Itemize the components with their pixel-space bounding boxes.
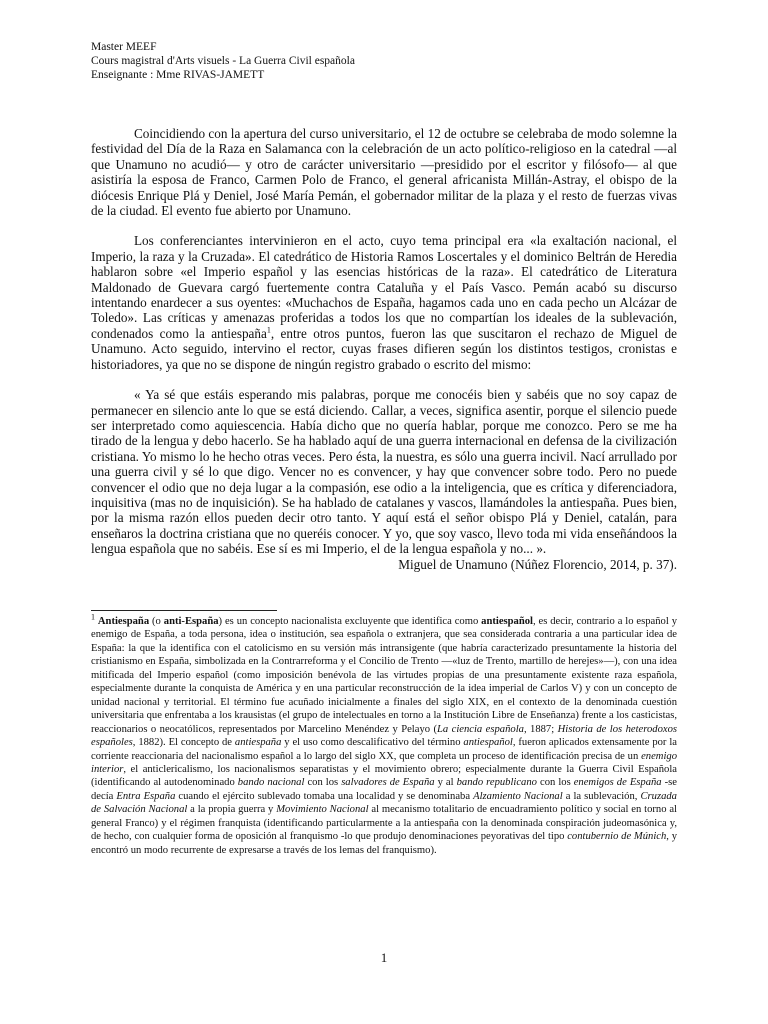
- footnote-segment: , el anticlericalismo, los nacionalismos separatistas y el movimiento obrero; especialmente durante la Guerra Civil Española (identificando al autodenominado: [91, 763, 677, 789]
- footnote: [91, 612, 678, 857]
- footnote-segment: Movimiento Nacional: [276, 804, 369, 816]
- footnote-segment: Entra España: [116, 790, 176, 802]
- footnote-segment: salvadores de España: [341, 777, 435, 789]
- footnote-segment: cuando el ejército sublevado tomaba una localidad y se denominaba: [175, 790, 474, 802]
- header-line-course: Cours magistral d'Arts visuels - La Guerra Civil española: [91, 55, 355, 67]
- footnote-segment: a la sublevación,: [562, 790, 641, 802]
- main-text: [91, 126, 677, 587]
- footnote-segment: anti-España: [163, 616, 219, 627]
- footnote-segment: , y encontró un modo recurrente de expresarse a través de los lemas del franquismo).: [91, 831, 677, 856]
- footnote-segment: enemigo interior: [91, 750, 677, 775]
- footnote-segment: y el uso como descalificativo del término: [281, 737, 464, 749]
- footnote-segment: ) es un concepto nacionalista excluyente que identifica como: [218, 616, 482, 627]
- footnote-segment: bando nacional: [237, 777, 305, 789]
- footnote-segment: con los: [304, 777, 342, 789]
- footnote-segment: Cruzada de Salvación Nacional: [91, 790, 677, 816]
- footnote-reference[interactable]: 1: [266, 325, 271, 335]
- footnote-segment: (o: [149, 616, 164, 627]
- footnote-segment: antiespañol: [463, 737, 513, 749]
- footnote-segment: bando republicano: [456, 777, 537, 789]
- paragraph-speakers-part1: Los conferenciantes intervinieron en el acto, cuyo tema principal era «la exaltación nacional, el Imperio, la raza y la Cruzada». El catedrático de Historia Ramos Loscertales y el dominico Beltrán de Heredia hablaron sobre «el Imperio español y las esencias históricas de la raza». El catedrático de Literatura Maldonado de Guevara cargó fuertemente contra Cataluña y el País Vasco. Pemán acabó su discurso intentando enardecer a sus oyentes: «Muchachos de España, hagamos cada uno en cada pecho un Alcázar de Toledo». Las críticas y amenazas proferidas a todos los que no compartían los ideales de la sublevación, condenados como la antiespaña: [91, 233, 677, 341]
- page-number: 1: [380, 950, 388, 965]
- footnote-segment: Antiespaña: [97, 616, 150, 627]
- footnote-number: 1: [91, 612, 95, 622]
- footnote-segment: Alzamiento Nacional: [473, 790, 563, 802]
- footnote-segment: contubernio de Múnich: [567, 831, 667, 843]
- footnote-segment: antiespaña: [234, 737, 282, 749]
- paragraph-speakers: [91, 233, 677, 372]
- header-line-teacher: Enseignante : Mme RIVAS-JAMETT: [91, 69, 265, 81]
- paragraph-speakers-part2: , entre otros puntos, fueron las que suscitaron el rechazo de Miguel de Unamuno. Acto seguido, intervino el rector, cuyas frases difieren según los distintos testigos, cronistas e historiadores, ya que no se dispone de ningún registro grabado o escrito del mismo:: [91, 325, 677, 372]
- footnote-segment: a la propia guerra y: [187, 804, 277, 816]
- quote-attribution: Miguel de Unamuno (Núñez Florencio, 2014, p. 37).: [398, 556, 677, 572]
- header-line-program: Master MEEF: [91, 41, 157, 53]
- footnote-segment: Historia de los heterodoxos españoles: [91, 723, 678, 749]
- unamuno-quote: « Ya sé que estáis esperando mis palabras, porque me conocéis bien y sabéis que no soy capaz de permanecer en silencio ante lo que se está diciendo. Callar, a veces, significa asentir, porque el silencio puede ser interpretado como aquiescencia. Había dicho que no quería hablar, porque me conozco. Pero se me ha tirado de la lengua y debo hacerlo. Se ha hablado aquí de una guerra internacional en defensa de la civilización cristiana. Yo mismo lo he hecho otras veces. Pero ésta, la nuestra, es sólo una guerra incivil. Nací arrullado por una guerra civil y sé lo que digo. Vencer no es convencer, y hay que convencer sobre todo. Pero no puede convencer el odio que no deja lugar a la compasión, ese odio a la inteligencia, que es crítica y diferenciadora, inquisitiva (mas no de inquisición). Se ha hablado de catalanes y vascos, llamándoles la antiespaña. Pues bien, por la misma razón ellos pueden decir otro tanto. Y aquí está el señor obispo Plá y Deniel, catalán, para enseñaros la doctrina cristiana que no queréis conocer. Y yo, que soy vasco, llevo toda mi vida enseñándoos la lengua española que no sabéis. Ese sí es mi Imperio, el de la lengua española y no... ».: [91, 387, 677, 557]
- course-header: [91, 40, 355, 82]
- footnote-segment: La ciencia española: [437, 723, 524, 735]
- footnote-segment: , 1882). El concepto de: [132, 737, 235, 749]
- footnote-segment: -se decía: [91, 777, 678, 802]
- footnote-segment: , 1887;: [523, 723, 558, 735]
- footnote-segment: con los: [536, 777, 574, 789]
- footnote-segment: , fueron aplicados extensamente por la corriente reaccionaria del nacionalismo español a lo largo del siglo XX, que completa un proceso de identificación precisa de un: [91, 737, 678, 762]
- footnote-segment: al mecanismo totalitario de encuadramiento político y social en torno al general Franco) y el régimen franquista (identificando particularmente a la antiespaña con la denominada conspiración judeomasónica y, de hecho, con cualquier forma de oposición al franquismo -lo que produjo denominaciones peyorativas del tipo: [91, 804, 677, 843]
- footnote-separator: [91, 610, 277, 611]
- footnote-segment: y al: [434, 777, 457, 789]
- footnote-text: [91, 612, 678, 857]
- footnote-segment: enemigos de España: [573, 777, 662, 789]
- footnote-segment: , es decir, contrario a lo español y enemigo de España, a toda persona, idea o institución, sea española o extranjera, que sea considerada contraria a una particular idea de España: la que la identifica con el catolicismo en su versión más intransigente (que habría caracterizado presuntamente la historia del cristianismo en España, simbolizada en la Contrarreforma y el Concilio de Trento —«luz de Trento, martillo de herejes»—), con una idea mitificada del Imperio español (como imposición benévola de las virtudes propias de una presuntamente existente raza española, especialmente durante la conquista de América y en una particular reconstrucción de la idea imperial de Carlos V) y con un concepto de unidad nacional y territorial. El término fue acuñado inicialmente a finales del siglo XIX, en el contexto de la denominada cuestión universitaria que enfrentaba a los krausistas (el grupo de intelectuales en torno a la Institución Libre de Enseñanza) frente a los casticistas, reaccionarios o neocatólicos, representados por Marcelino Menéndez y Pelayo (: [91, 616, 677, 735]
- footnote-segment: antiespañol: [481, 616, 533, 627]
- paragraph-intro: Coincidiendo con la apertura del curso universitario, el 12 de octubre se celebraba de modo solemne la festividad del Día de la Raza en Salamanca con la celebración de un acto político-religioso en la catedral —al que Unamuno no acudió— y otro de carácter universitario —presidido por el escritor y filósofo— al que asistiría la esposa de Franco, Carmen Polo de Franco, el general africanista Millán-Astray, el obispo de la diócesis Enrique Plá y Deniel, José María Pemán, el gobernador militar de la plaza y el resto de fuerzas vivas de la ciudad. El evento fue abierto por Unamuno.: [91, 126, 677, 219]
